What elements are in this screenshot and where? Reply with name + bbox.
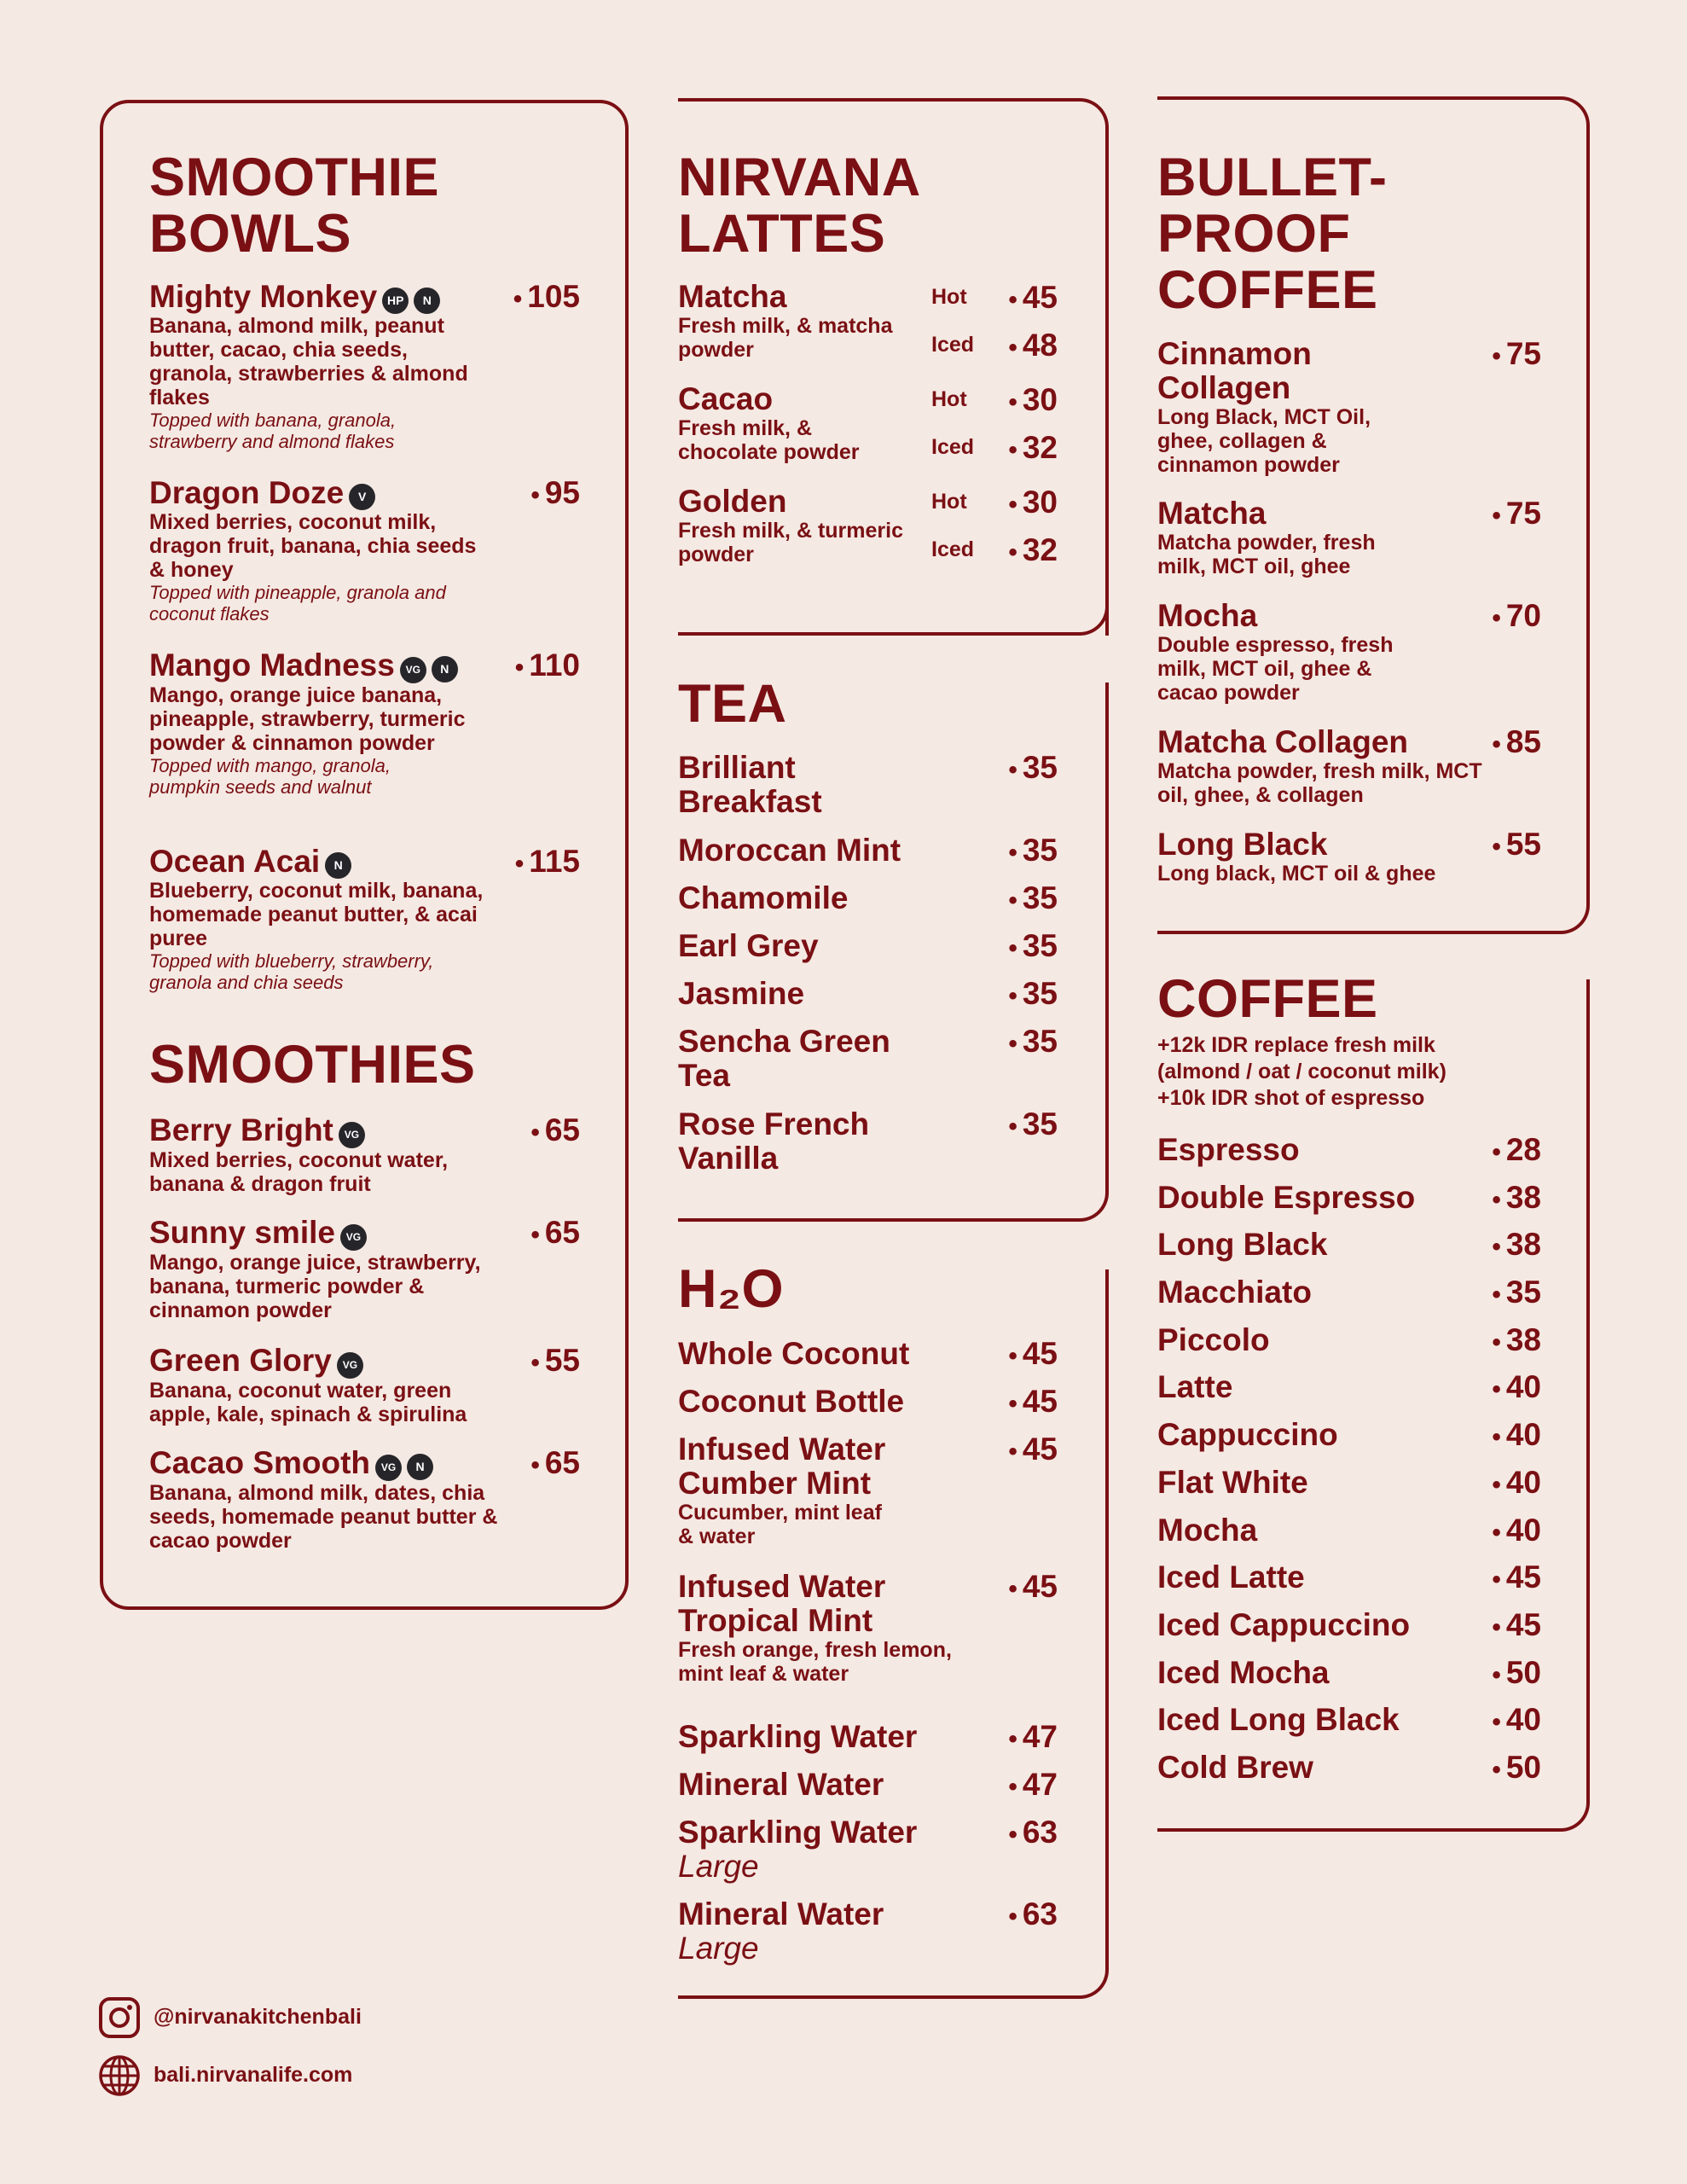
lattes-list [678, 280, 1058, 587]
item-price: • 45 [1492, 1606, 1541, 1642]
list-item [149, 476, 580, 648]
item-name: Cold Brew [1157, 1749, 1313, 1785]
h2o-title: H₂O [678, 1259, 784, 1319]
item-description: Fresh orange, fresh lemon, mint leaf & water [678, 1638, 952, 1686]
item-price: • 35 [1492, 1275, 1541, 1310]
iced-label: Iced [931, 435, 975, 459]
bulletproof-title: BULLET-PROOF COFFEE [1157, 148, 1388, 320]
nuts-badge-icon: N [325, 852, 351, 879]
item-price: • 65 [530, 1112, 580, 1147]
item-name: Piccolo [1157, 1321, 1270, 1357]
item-name: Dragon Doze [149, 475, 345, 510]
item-description: Mango, orange juice banana, pineapple, strawberry, turmeric powder & cinnamon powder [149, 683, 466, 755]
item-price: • 50 [1492, 1749, 1541, 1785]
item-description: Long Black, MCT Oil, ghee, collagen & cinnamon powder [1157, 405, 1371, 477]
nuts-badge-icon: N [432, 656, 458, 682]
item-price: • 50 [1492, 1654, 1541, 1690]
item-price: • 105 [513, 279, 580, 314]
list-item [678, 881, 1058, 929]
hot-price: • 30 [1008, 485, 1058, 520]
item-name: Chamomile [678, 880, 849, 915]
item-description: Fresh milk, & turmeric powder [678, 519, 903, 566]
item-description: Blueberry, coconut milk, banana, homemade peanut butter, & acai puree [149, 879, 484, 950]
item-name: Flat White [1157, 1464, 1308, 1500]
item-price: • 63 [1008, 1896, 1058, 1931]
item-price: • 38 [1492, 1179, 1541, 1215]
instagram-link[interactable] [98, 1996, 362, 2039]
item-topping: Topped with pineapple, granola and coconut flakes [149, 582, 446, 624]
smoothie-bowls-title: SMOOTHIE BOWLS [149, 148, 440, 264]
item-price: • 40 [1492, 1464, 1541, 1500]
coffee-title: COFFEE [1157, 969, 1378, 1029]
item-name: Mango Madness [149, 648, 395, 682]
list-item [1157, 1418, 1541, 1466]
item-name: Long Black [1157, 827, 1328, 862]
iced-price: • 32 [1008, 532, 1058, 567]
item-name: Ocean Acai [149, 844, 321, 879]
item-name: Mocha [1157, 1512, 1258, 1548]
nuts-badge-icon: N [414, 288, 440, 314]
item-price: • 40 [1492, 1512, 1541, 1548]
list-item [678, 1025, 1058, 1107]
list-item [678, 1385, 1058, 1432]
item-price: • 47 [1008, 1767, 1058, 1802]
list-item [1157, 1370, 1541, 1418]
list-item [1157, 497, 1541, 599]
list-item [678, 834, 1058, 881]
website-url: bali.nirvanalife.com [154, 2063, 353, 2087]
item-price: • 35 [1008, 976, 1058, 1011]
hot-price: • 45 [1008, 280, 1058, 315]
item-description: Matcha powder, fresh milk, MCT oil, ghee [1157, 531, 1376, 578]
item-name: Mineral Water [678, 1767, 884, 1802]
item-name: Mighty Monkey [149, 279, 378, 314]
list-item [678, 280, 1058, 382]
globe-icon [98, 2054, 141, 2097]
item-description: Long black, MCT oil & ghee [1157, 862, 1436, 886]
vegan-badge-icon: VG [337, 1352, 363, 1379]
item-price: • 38 [1492, 1227, 1541, 1263]
item-price: • 55 [530, 1343, 580, 1378]
item-name: Iced Long Black [1157, 1702, 1400, 1738]
item-name: Green Glory [149, 1343, 332, 1378]
list-item [678, 1768, 1058, 1815]
item-price: • 45 [1008, 1336, 1058, 1371]
item-price: • 65 [530, 1215, 580, 1250]
item-price: • 45 [1492, 1560, 1541, 1595]
list-item [1157, 1133, 1541, 1181]
website-link[interactable] [98, 2054, 353, 2097]
list-item [678, 751, 1058, 834]
tea-title: TEA [678, 674, 787, 734]
item-name: Coconut Bottle [678, 1384, 905, 1419]
list-item [1157, 1656, 1541, 1704]
item-price: • 85 [1492, 724, 1541, 759]
hot-label: Hot [931, 387, 967, 411]
iced-price: • 48 [1008, 328, 1058, 363]
item-price: • 95 [530, 475, 580, 510]
item-name: Long Black [1157, 1227, 1328, 1263]
list-item [149, 845, 580, 1015]
item-price: • 35 [1008, 1024, 1058, 1059]
tea-list [678, 751, 1058, 1190]
hot-label: Hot [931, 490, 967, 514]
list-item [1157, 337, 1541, 497]
vegetarian-badge-icon: V [349, 484, 375, 510]
item-name: Brilliant Breakfast [678, 750, 822, 819]
vegan-badge-icon: VG [339, 1122, 365, 1148]
list-item [1157, 1275, 1541, 1323]
list-item [1157, 1228, 1541, 1275]
item-name: Jasmine [678, 976, 805, 1011]
item-size: Large [678, 1849, 759, 1884]
item-topping: Topped with mango, granola, pumpkin seeds and walnut [149, 755, 391, 798]
item-price: • 35 [1008, 750, 1058, 785]
smoothies-list [149, 1113, 580, 1574]
item-description: Banana, almond milk, peanut butter, cacao, chia seeds, granola, strawberries & almond flakes [149, 314, 468, 410]
item-description: Double espresso, fresh milk, MCT oil, ghee & cacao powder [1157, 633, 1394, 705]
smoothie-bowls-list [149, 280, 580, 1015]
list-item [149, 648, 580, 845]
nuts-badge-icon: N [407, 1454, 433, 1480]
note-line: +10k IDR shot of espresso [1157, 1086, 1425, 1110]
item-description: Banana, coconut water, green apple, kale, spinach & spirulina [149, 1379, 467, 1426]
list-item [678, 1107, 1058, 1190]
list-item [1157, 1608, 1541, 1656]
list-item [678, 929, 1058, 977]
hot-label: Hot [931, 285, 967, 309]
item-name: Sunny smile [149, 1215, 335, 1250]
list-item [1157, 1751, 1541, 1798]
item-price: • 47 [1008, 1719, 1058, 1754]
list-item [1157, 1560, 1541, 1608]
item-size: Large [678, 1931, 759, 1966]
item-name: Latte [1157, 1369, 1233, 1405]
list-item [149, 1216, 580, 1344]
item-name: Mineral Water [678, 1896, 884, 1931]
item-description: Fresh milk, & chocolate powder [678, 416, 860, 464]
item-name: Infused Water Tropical Mint [678, 1569, 886, 1638]
item-name: Cinnamon Collagen [1157, 336, 1312, 405]
list-item [149, 1446, 580, 1574]
hp-badge-icon: HP [382, 288, 409, 314]
vegan-badge-icon: VG [400, 657, 426, 683]
list-item [149, 280, 580, 476]
item-price: • 55 [1492, 827, 1541, 862]
item-price: • 115 [514, 844, 580, 879]
item-name: Sencha Green Tea [678, 1024, 890, 1093]
list-item [1157, 828, 1541, 896]
item-description: Fresh milk, & matcha powder [678, 314, 893, 362]
item-price: • 63 [1008, 1815, 1058, 1850]
list-item [1157, 599, 1541, 725]
item-price: • 35 [1008, 1107, 1058, 1141]
item-name: Moroccan Mint [678, 833, 901, 868]
list-item [149, 1113, 580, 1216]
list-item [678, 1815, 1058, 1897]
vegan-badge-icon: VG [375, 1455, 402, 1481]
list-item [678, 1720, 1058, 1768]
item-price: • 40 [1492, 1417, 1541, 1453]
item-name: Double Espresso [1157, 1179, 1416, 1215]
item-name: Mocha [1157, 598, 1258, 633]
item-price: • 45 [1008, 1384, 1058, 1419]
item-name: Matcha Collagen [1157, 724, 1408, 759]
h2o-list [678, 1337, 1058, 1979]
vegan-badge-icon: VG [340, 1224, 367, 1251]
item-price: • 28 [1492, 1132, 1541, 1167]
list-item [678, 1570, 1058, 1720]
item-price: • 110 [514, 648, 580, 682]
item-price: • 40 [1492, 1702, 1541, 1738]
item-price: • 45 [1008, 1569, 1058, 1604]
item-price: • 75 [1492, 496, 1541, 531]
item-price: • 35 [1008, 880, 1058, 915]
item-name: Earl Grey [678, 928, 819, 963]
list-item [678, 977, 1058, 1025]
bulletproof-list [1157, 337, 1541, 896]
hot-price: • 30 [1008, 382, 1058, 417]
lattes-title: NIRVANA LATTES [678, 148, 919, 264]
list-item [1157, 1703, 1541, 1751]
note-line: (almond / oat / coconut milk) [1157, 1060, 1446, 1083]
smoothies-title: SMOOTHIES [149, 1035, 476, 1095]
item-price: • 40 [1492, 1369, 1541, 1405]
iced-label: Iced [931, 333, 975, 357]
note-line: +12k IDR replace fresh milk [1157, 1033, 1435, 1057]
item-name: Matcha [678, 279, 787, 314]
list-item [678, 485, 1058, 587]
item-price: • 75 [1492, 336, 1541, 371]
item-name: Cappuccino [1157, 1417, 1338, 1453]
item-topping: Topped with blueberry, strawberry, granola and chia seeds [149, 950, 434, 993]
item-price: • 45 [1008, 1432, 1058, 1467]
list-item [678, 1337, 1058, 1385]
item-name: Rose French Vanilla [678, 1107, 870, 1176]
list-item [1157, 1513, 1541, 1561]
item-description: Mixed berries, coconut milk, dragon fruit, banana, chia seeds & honey [149, 510, 477, 582]
iced-price: • 32 [1008, 430, 1058, 465]
item-description: Matcha powder, fresh milk, MCT oil, ghee, & collagen [1157, 759, 1482, 807]
list-item [149, 1344, 580, 1446]
item-name: Matcha [1157, 496, 1267, 531]
item-price: • 35 [1008, 833, 1058, 868]
coffee-notes [1157, 1032, 1541, 1112]
item-name: Whole Coconut [678, 1336, 910, 1371]
item-topping: Topped with banana, granola, strawberry and almond flakes [149, 410, 397, 452]
item-price: • 65 [530, 1445, 580, 1480]
lattes-frame-bottom [678, 597, 1109, 636]
list-item [1157, 725, 1541, 828]
item-name: Iced Cappuccino [1157, 1606, 1411, 1642]
iced-label: Iced [931, 537, 975, 561]
item-description: Mango, orange juice, strawberry, banana, turmeric powder & cinnamon powder [149, 1251, 481, 1322]
item-name: Cacao [678, 381, 774, 416]
list-item [1157, 1181, 1541, 1228]
item-description: Cucumber, mint leaf & water [678, 1501, 882, 1548]
item-name: Iced Latte [1157, 1560, 1305, 1595]
item-description: Mixed berries, coconut water, banana & dragon fruit [149, 1148, 449, 1196]
item-name: Espresso [1157, 1132, 1300, 1167]
item-description: Banana, almond milk, dates, chia seeds, homemade peanut butter & cacao powder [149, 1481, 498, 1553]
item-name: Golden [678, 484, 787, 519]
item-name: Sparkling Water [678, 1719, 918, 1754]
item-name: Berry Bright [149, 1112, 333, 1147]
instagram-icon [98, 1996, 141, 2039]
list-item [1157, 1323, 1541, 1371]
item-price: • 38 [1492, 1321, 1541, 1357]
item-price: • 35 [1008, 928, 1058, 963]
item-price: • 70 [1492, 598, 1541, 633]
item-name: Iced Mocha [1157, 1654, 1330, 1690]
list-item [678, 1432, 1058, 1570]
item-name: Sparkling Water [678, 1815, 918, 1850]
coffee-list [1157, 1133, 1541, 1798]
item-name: Macchiato [1157, 1275, 1312, 1310]
list-item [678, 382, 1058, 485]
list-item [1157, 1466, 1541, 1513]
item-name: Infused Water Cumber Mint [678, 1432, 886, 1501]
instagram-handle: @nirvanakitchenbali [154, 2005, 362, 2029]
list-item [678, 1897, 1058, 1979]
item-name: Cacao Smooth [149, 1445, 371, 1480]
